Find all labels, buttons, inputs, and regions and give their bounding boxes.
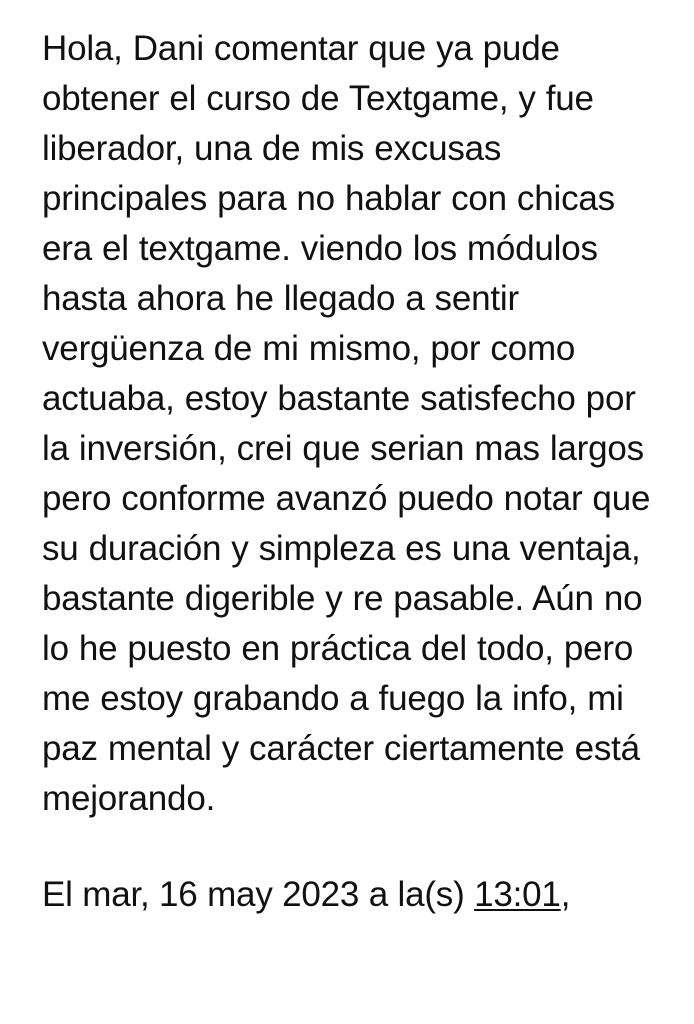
message-body-text: Hola, Dani comentar que ya pude obtener el curso de Textgame, y fue liberador, una de mis excusas principales para no hablar con chicas era el textgame. viendo los módulos hasta ahora he llegado a sentir vergüenza de mi mismo, por como actuaba, estoy bastante satisfecho por la inversión, crei que serian mas largos pero conforme avanzó puedo notar que su duración y simpleza es una ventaja, bastante digerible y re pasable. Aún no lo he puesto en práctica del todo, pero me estoy grabando a fuego la info, mi paz mental y carácter ciertamente está mejorando. xyxy=(42,29,651,818)
quote-prefix-text: El mar, 16 may 2023 a la(s) xyxy=(42,875,465,914)
quoted-message-header xyxy=(42,870,654,920)
quote-time-link[interactable]: 13:01 xyxy=(474,875,561,914)
quote-suffix-text: , xyxy=(560,875,571,914)
